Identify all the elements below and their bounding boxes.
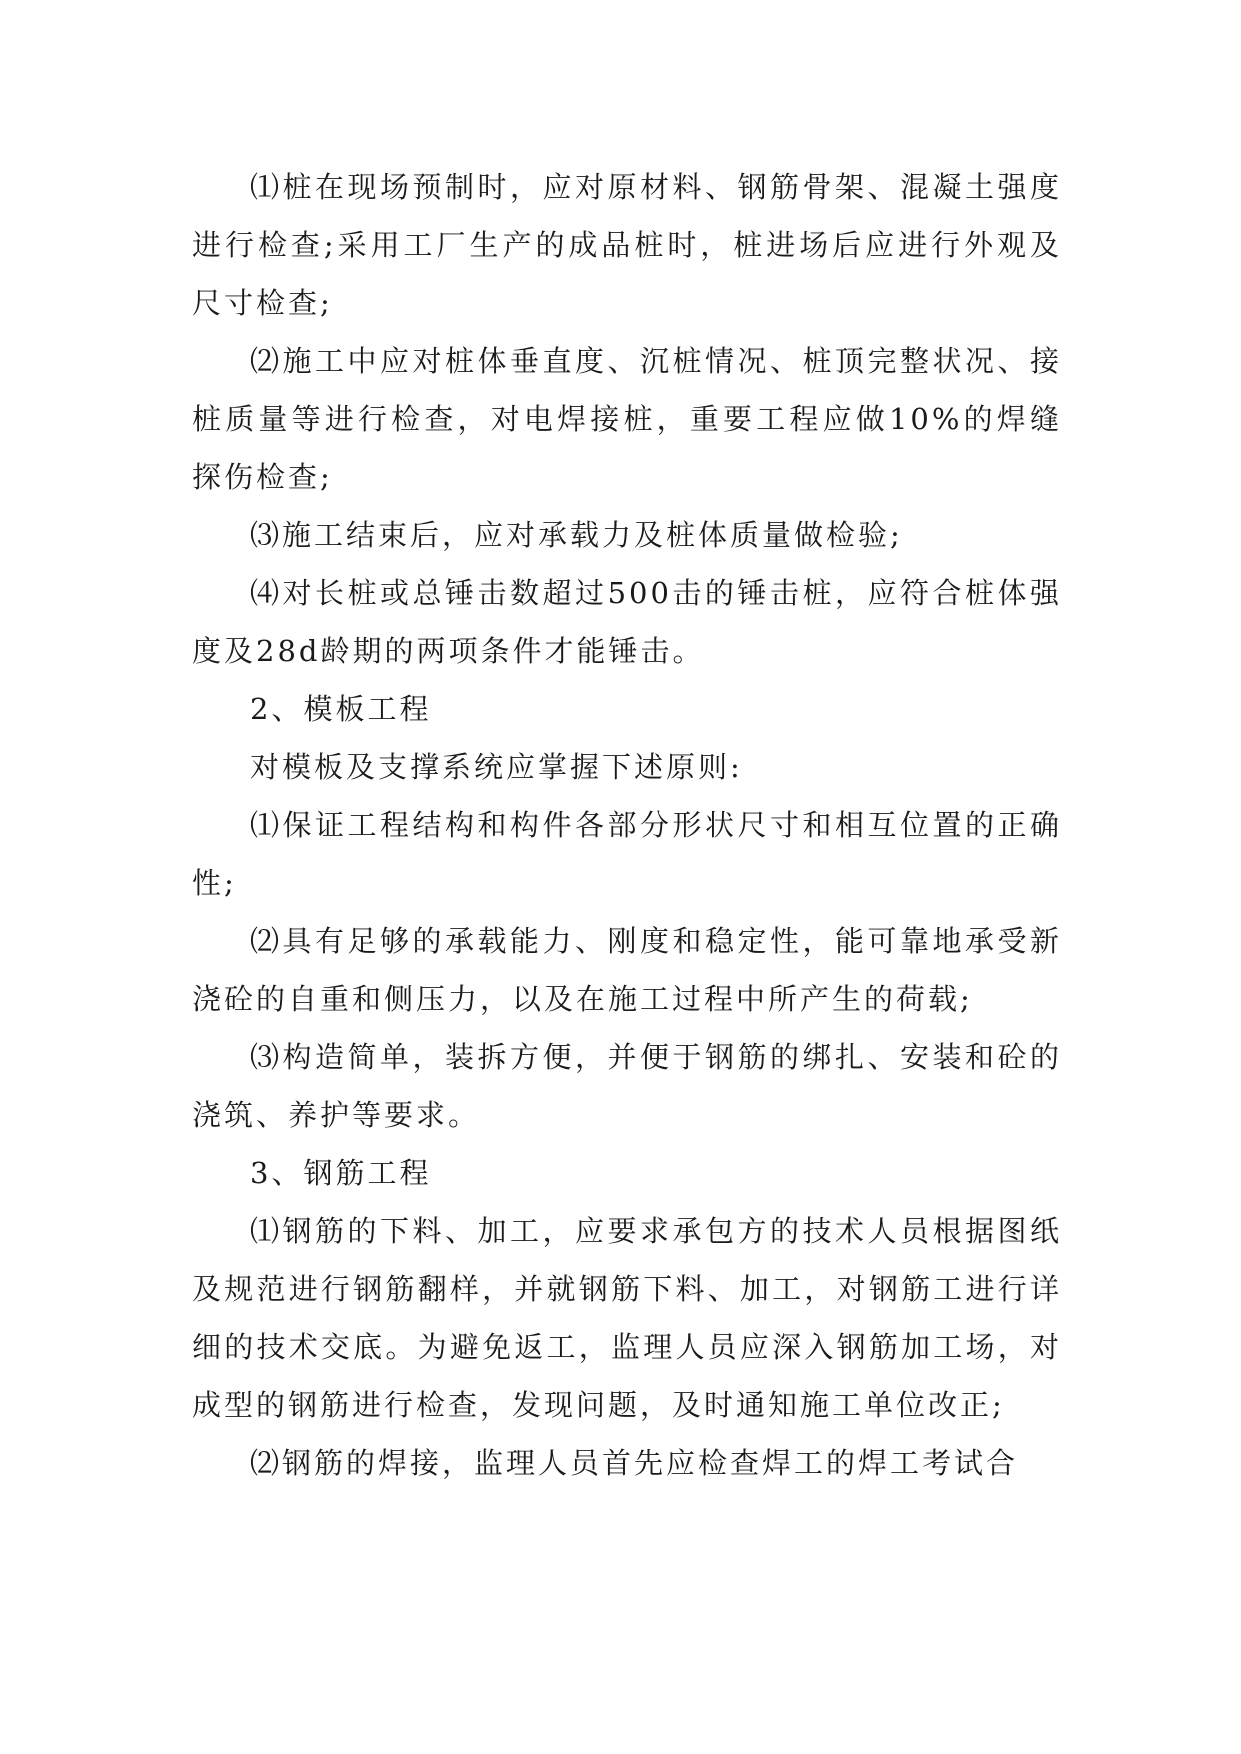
- paragraph-formwork-principles-intro: 对模板及支撑系统应掌握下述原则:: [250, 750, 743, 784]
- section-heading-formwork: 2、模板工程: [250, 692, 432, 726]
- paragraph-construction-inspection: ⑵施工中应对桩体垂直度、沉桩情况、桩顶完整状况、接桩质量等进行检查，对电焊接桩，重要工程应做10%的焊缝探伤检查;: [192, 344, 1062, 494]
- paragraph-long-pile-condition: ⑷对长桩或总锤击数超过500击的锤击桩，应符合桩体强度及28d龄期的两项条件才能锤击。: [192, 576, 1062, 668]
- paragraph-formwork-principle-1: ⑴保证工程结构和构件各部分形状尺寸和相互位置的正确性;: [192, 808, 1062, 900]
- paragraph-formwork-principle-3: ⑶构造简单，装拆方便，并便于钢筋的绑扎、安装和砼的浇筑、养护等要求。: [192, 1040, 1062, 1132]
- paragraph-pile-prefab-inspection: ⑴桩在现场预制时，应对原材料、钢筋骨架、混凝土强度进行检查;采用工厂生产的成品桩时，桩进场后应进行外观及尺寸检查;: [192, 170, 1062, 320]
- document-page: [192, 158, 1062, 1492]
- paragraph-formwork-principle-2: ⑵具有足够的承载能力、刚度和稳定性，能可靠地承受新浇砼的自重和侧压力，以及在施工过程中所产生的荷载;: [192, 924, 1062, 1016]
- paragraph-rebar-welding: ⑵钢筋的焊接，监理人员首先应检查焊工的焊工考试合: [250, 1446, 1019, 1480]
- paragraph-post-construction-test: ⑶施工结束后，应对承载力及桩体质量做检验;: [250, 518, 903, 552]
- section-heading-rebar: 3、钢筋工程: [250, 1156, 432, 1190]
- paragraph-rebar-cutting: ⑴钢筋的下料、加工，应要求承包方的技术人员根据图纸及规范进行钢筋翻样，并就钢筋下料、加工，对钢筋工进行详细的技术交底。为避免返工，监理人员应深入钢筋加工场，对成型的钢筋进行检查，发现问题，及时通知施工单位改正;: [192, 1214, 1062, 1422]
